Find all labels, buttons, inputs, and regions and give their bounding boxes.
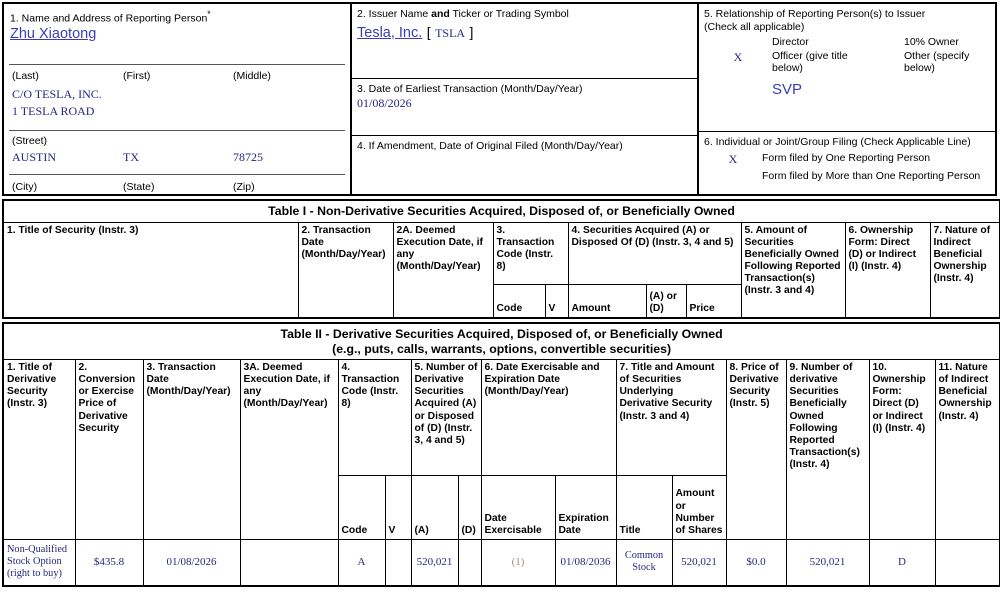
relationship-box — [699, 4, 995, 194]
t2-col-ownership-form: 10. Ownership Form: Direct (D) or Indirect (I) (Instr. 4) — [869, 360, 935, 540]
t1-col-transaction-code: 3. Transaction Code (Instr. 8) — [493, 222, 568, 284]
form4-page — [2, 2, 997, 587]
ticker-bracket-open: [ — [426, 23, 431, 40]
divider-line — [9, 130, 345, 131]
reporting-person-label-asterisk: * — [207, 9, 211, 19]
t1-sub-a-or-d: (A) or (D) — [646, 284, 686, 318]
t2-col-conversion-price: 2. Conversion or Exercise Price of Derivative Security — [75, 360, 143, 540]
officer-label: Officer (give title below) — [772, 50, 848, 75]
form-header-section — [2, 2, 997, 196]
relationship-cell — [699, 4, 995, 132]
t2-sub-code: Code — [338, 476, 385, 540]
t2-sub-date-exercisable: Date Exercisable — [481, 476, 555, 540]
spacer — [879, 76, 904, 98]
t1-col-securities-acquired: 4. Securities Acquired (A) or Disposed Of (D) (Instr. 3, 4 and 5) — [568, 222, 741, 284]
city-value: AUSTIN — [12, 150, 56, 164]
t2-row-ownership-form: D — [869, 540, 935, 586]
t2-col-date-exercisable: 6. Date Exercisable and Expiration Date (Month/Day/Year) — [481, 360, 616, 476]
t1-col-ownership-form: 6. Ownership Form: Direct (D) or Indirect (I) (Instr. 4) — [845, 222, 930, 318]
divider-line — [9, 174, 345, 175]
director-label: Director — [772, 36, 809, 49]
t2-row-derivative-price: $0.0 — [726, 540, 786, 586]
t2-col-transaction-date: 3. Transaction Date (Month/Day/Year) — [143, 360, 240, 540]
t2-col-indirect-nature: 11. Nature of Indirect Beneficial Ownership (Instr. 4) — [935, 360, 1000, 540]
middle-label: (Middle) — [233, 70, 271, 82]
t2-col-title-derivative: 1. Title of Derivative Security (Instr. 3) — [3, 360, 75, 540]
t1-sub-amount: Amount — [568, 284, 646, 318]
t2-row-indirect-nature — [935, 540, 1000, 586]
issuer-name-link[interactable]: Tesla, Inc. — [357, 24, 423, 41]
state-value: TX — [123, 150, 139, 164]
t2-row-security-title: Non-Qualified Stock Option (right to buy) — [3, 540, 75, 586]
ticker-symbol: TSLA — [435, 25, 466, 40]
t1-col-deemed-execution: 2A. Deemed Execution Date, if any (Month/Day/Year) — [393, 222, 493, 318]
officer-title-value: SVP — [772, 81, 803, 99]
other-label: Other (specify below) — [904, 50, 970, 75]
divider-line — [9, 64, 345, 65]
t2-sub-d: (D) — [458, 476, 481, 540]
t2-row-transaction-date: 01/08/2026 — [143, 540, 240, 586]
t2-row-acquired: 520,021 — [411, 540, 458, 586]
issuer-label-bold: and — [431, 8, 450, 20]
t2-row-v — [385, 540, 411, 586]
relationship-grid — [704, 36, 990, 98]
filing-type-grid — [704, 152, 990, 182]
more-person-checkbox[interactable] — [704, 170, 762, 182]
zip-value: 78725 — [233, 150, 263, 164]
reporting-person-label-text: 1. Name and Address of Reporting Person — [10, 12, 208, 25]
filing-type-label: 6. Individual or Joint/Group Filing (Check Applicable Line) — [704, 136, 971, 148]
t1-sub-code: Code — [493, 284, 545, 318]
officer-checkbox[interactable]: X — [733, 50, 743, 65]
t2-row-code: A — [338, 540, 385, 586]
earliest-transaction-cell — [352, 79, 697, 136]
address-line1: C/O TESLA, INC. — [12, 87, 102, 101]
issuer-label-pre: 2. Issuer Name — [357, 8, 432, 20]
t2-sub-amount-shares: Amount or Number of Shares — [672, 476, 726, 540]
t1-col-amount-owned: 5. Amount of Securities Beneficially Owned Following Reported Transaction(s) (Instr. 3 and 4) — [741, 222, 845, 318]
issuer-label — [357, 8, 692, 21]
amendment-cell — [352, 136, 697, 194]
t1-col-indirect-nature: 7. Nature of Indirect Beneficial Ownership (Instr. 4) — [930, 222, 1000, 318]
street-label: (Street) — [12, 135, 48, 147]
t2-col-underlying-securities: 7. Title and Amount of Securities Underlying Derivative Security (Instr. 3 and 4) — [616, 360, 726, 476]
state-label: (State) — [123, 181, 155, 193]
t2-row-exercise-price: $435.8 — [75, 540, 143, 586]
issuer-box — [352, 4, 699, 194]
t1-sub-price: Price — [686, 284, 741, 318]
t2-row-owned-following: 520,021 — [786, 540, 869, 586]
table2-title-line1: Table II - Derivative Securities Acquired, Disposed of, or Beneficially Owned — [280, 327, 723, 341]
filing-type-cell — [699, 132, 995, 194]
reporting-person-label — [10, 9, 211, 25]
reporting-person-name-link[interactable]: Zhu Xiaotong — [10, 26, 97, 42]
t2-row-underlying-title: Common Stock — [616, 540, 672, 586]
zip-label: (Zip) — [233, 181, 255, 193]
t2-row-expiration-date: 01/08/2036 — [555, 540, 616, 586]
earliest-transaction-label: 3. Date of Earliest Transaction (Month/Day/Year) — [357, 83, 583, 95]
t1-col-transaction-date: 2. Transaction Date (Month/Day/Year) — [298, 222, 393, 318]
footnote-1-link[interactable]: (1) — [511, 555, 525, 568]
earliest-transaction-date: 01/08/2026 — [357, 95, 412, 110]
t2-row-underlying-amount: 520,021 — [672, 540, 726, 586]
table2-title-line2: (e.g., puts, calls, warrants, options, convertible securities) — [332, 341, 672, 356]
t2-sub-title: Title — [616, 476, 672, 540]
one-person-checkbox[interactable]: X — [728, 151, 738, 166]
last-label: (Last) — [12, 70, 39, 82]
t2-col-number-acquired: 5. Number of Derivative Securities Acquired (A) or Disposed of (D) (Instr. 3, 4 and 5) — [411, 360, 481, 476]
amendment-label: 4. If Amendment, Date of Original Filed (Month/Day/Year) — [357, 140, 623, 152]
t2-sub-v: V — [385, 476, 411, 540]
t2-col-owned-following: 9. Number of derivative Securities Beneficially Owned Following Reported Transaction(s) (Instr. 4) — [786, 360, 869, 540]
ten-percent-label: 10% Owner — [904, 36, 959, 49]
t2-sub-expiration-date: Expiration Date — [555, 476, 616, 540]
spacer — [904, 76, 990, 98]
one-person-label: Form filed by One Reporting Person — [762, 151, 931, 164]
t2-col-transaction-code: 4. Transaction Code (Instr. 8) — [338, 360, 411, 476]
t1-col-title-of-security: 1. Title of Security (Instr. 3) — [3, 222, 298, 318]
first-label: (First) — [123, 70, 151, 82]
issuer-name-cell — [352, 4, 697, 79]
table2-derivative — [2, 322, 1000, 587]
table2-title — [3, 323, 1000, 360]
t2-row-disposed — [458, 540, 481, 586]
spacer — [704, 76, 772, 98]
t1-sub-v: V — [545, 284, 568, 318]
ticker-bracket-close: ] — [469, 23, 474, 40]
table1-non-derivative — [2, 199, 1000, 319]
table1-title: Table I - Non-Derivative Securities Acquired, Disposed of, or Beneficially Owned — [3, 200, 1000, 222]
director-checkbox[interactable] — [704, 36, 772, 48]
reporting-person-box — [4, 4, 352, 194]
more-person-label: Form filed by More than One Reporting Person — [762, 169, 981, 182]
relationship-label-line2: (Check all applicable) — [704, 20, 805, 33]
table-row — [3, 540, 1000, 586]
t2-col-deemed-execution: 3A. Deemed Execution Date, if any (Month/Day/Year) — [240, 360, 338, 540]
issuer-label-post: Ticker or Trading Symbol — [449, 8, 569, 20]
t2-row-deemed-execution — [240, 540, 338, 586]
city-label: (City) — [12, 181, 38, 193]
t2-sub-a: (A) — [411, 476, 458, 540]
relationship-label-line1: 5. Relationship of Reporting Person(s) to Issuer — [704, 8, 926, 20]
ten-percent-checkbox[interactable] — [879, 36, 904, 48]
other-checkbox[interactable] — [879, 50, 904, 74]
address-line2: 1 TESLA ROAD — [12, 104, 95, 118]
t2-col-derivative-price: 8. Price of Derivative Security (Instr. 5) — [726, 360, 786, 540]
